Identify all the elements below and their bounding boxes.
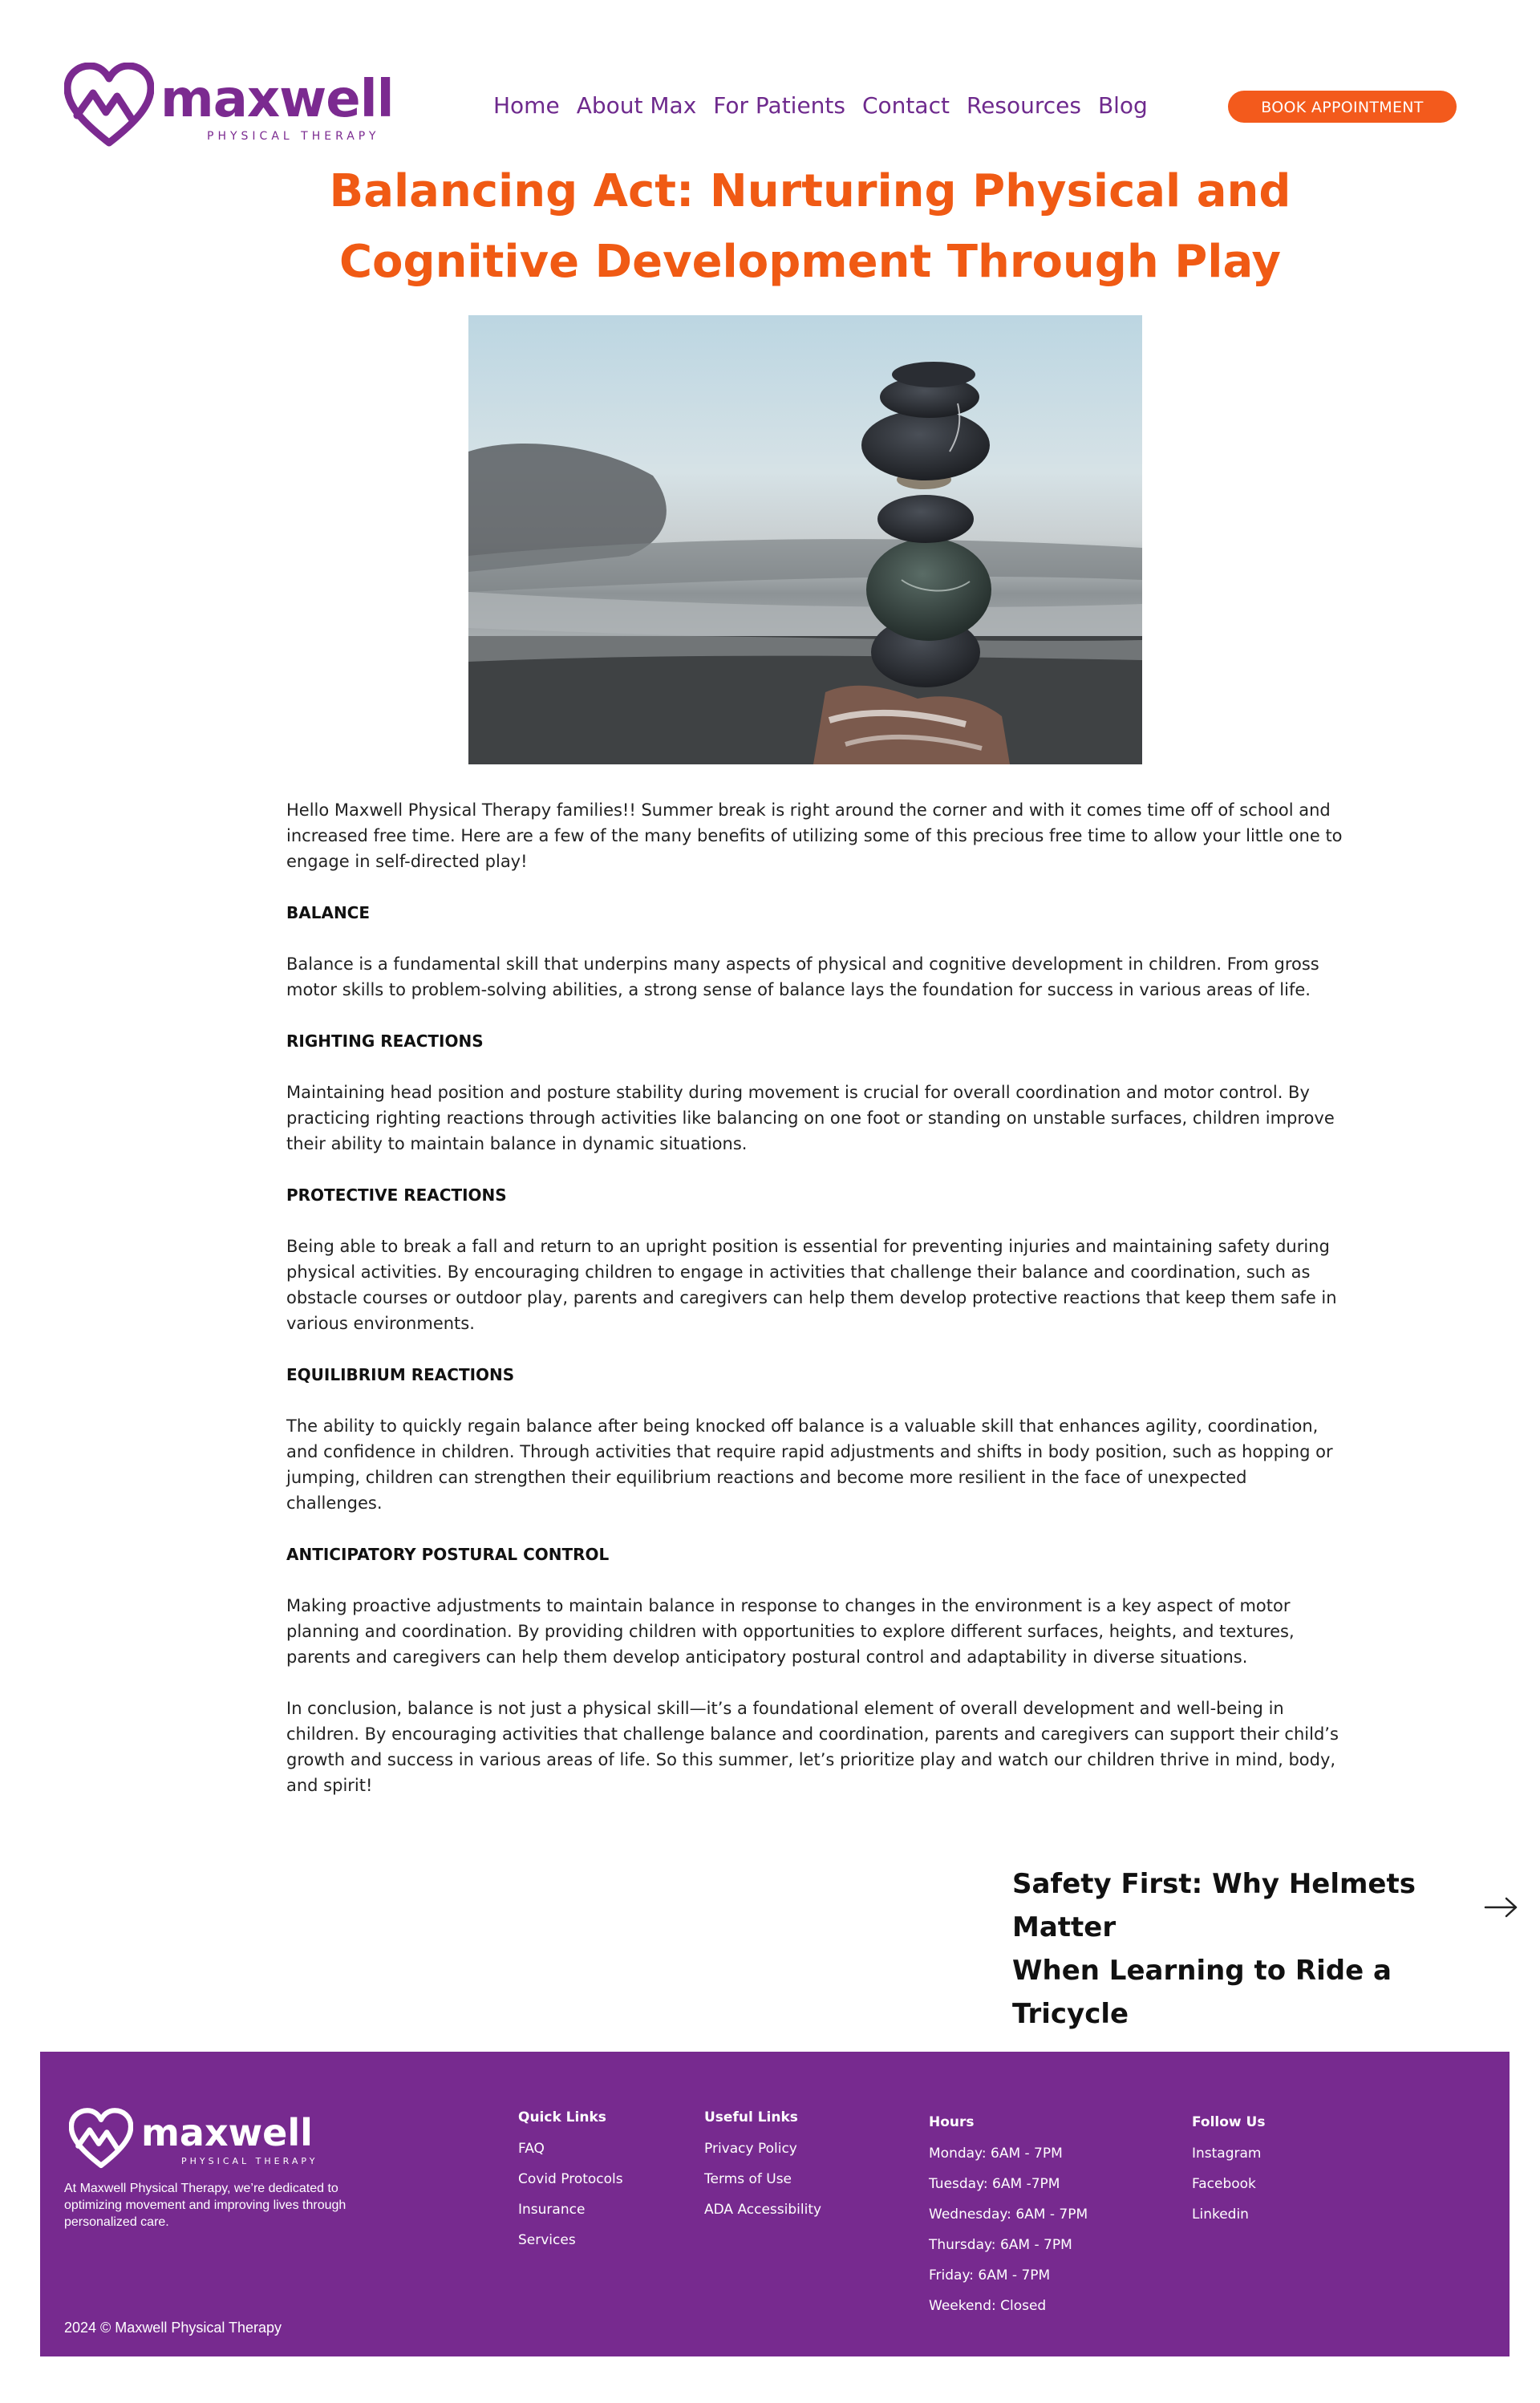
brand-tagline: PHYSICAL THERAPY <box>207 130 380 143</box>
book-appointment-button[interactable]: BOOK APPOINTMENT <box>1228 91 1457 123</box>
footer-link-covid-protocols[interactable]: Covid Protocols <box>518 2171 623 2187</box>
footer-quick-links <box>518 2108 623 2255</box>
article-intro: Hello Maxwell Physical Therapy families!! Summer break is right around the corner and with it comes time off of school and increased free time. Here are a few of the many benefits of utilizing some of this precious free time to allow your little one to engage in self-directed play! <box>286 800 1343 871</box>
footer-brand-tagline: PHYSICAL THERAPY <box>181 2156 318 2166</box>
footer-follow-title: Follow Us <box>1192 2114 1266 2130</box>
next-post-link[interactable] <box>1012 1862 1526 2030</box>
footer-useful-links-title: Useful Links <box>704 2109 798 2125</box>
hours-weekend: Weekend: Closed <box>929 2298 1047 2314</box>
nav-resources[interactable]: Resources <box>966 92 1081 119</box>
hours-tuesday: Tuesday: 6AM -7PM <box>929 2176 1060 2192</box>
footer-useful-links <box>704 2108 821 2225</box>
section-heading-anticipatory-postural-control: ANTICIPATORY POSTURAL CONTROL <box>286 1545 610 1564</box>
hours-friday: Friday: 6AM - 7PM <box>929 2267 1051 2283</box>
section-heading-equilibrium-reactions: EQUILIBRIUM REACTIONS <box>286 1365 515 1384</box>
heart-mountain-icon <box>69 2108 133 2170</box>
footer-link-privacy-policy[interactable]: Privacy Policy <box>704 2141 797 2157</box>
footer-logo[interactable] <box>69 2108 318 2172</box>
nav-about-max[interactable]: About Max <box>576 92 697 119</box>
brand-name: maxwell <box>160 70 394 129</box>
footer-link-terms-of-use[interactable]: Terms of Use <box>704 2171 792 2187</box>
footer-brand-name: maxwell <box>141 2111 313 2154</box>
nav-contact[interactable]: Contact <box>862 92 950 119</box>
nav-for-patients[interactable]: For Patients <box>713 92 845 119</box>
hours-wednesday: Wednesday: 6AM - 7PM <box>929 2206 1088 2223</box>
hero-image <box>468 315 1142 764</box>
section-body-balance: Balance is a fundamental skill that underpins many aspects of physical and cognitive development in children. From gross motor skills to problem-solving abilities, a strong sense of balance lays the foundation for success in various areas of life. <box>286 954 1319 999</box>
section-heading-righting-reactions: RIGHTING REACTIONS <box>286 1031 484 1051</box>
footer-follow-us <box>1192 2113 1265 2230</box>
nav-blog[interactable]: Blog <box>1097 92 1148 119</box>
next-post-title-line2: When Learning to Ride a Tricycle <box>1012 1955 1392 2030</box>
arrow-right-icon <box>1484 1896 1519 1919</box>
section-body-anticipatory-postural-control: Making proactive adjustments to maintain balance in response to changes in the environment is a key aspect of motor planning and coordination. By providing children with opportunities to explore different surfaces, heights, and textures, parents and caregivers can help them develop anticipatory postural control and adaptability in diverse situations. <box>286 1596 1295 1667</box>
article-title-line2: Cognitive Development Through Play <box>338 236 1282 288</box>
section-body-protective-reactions: Being able to break a fall and return to an upright position is essential for preventing injuries and maintaining safety during physical activities. By encouraging children to engage in activities that challenge their balance and coordination, such as obstacle courses or outdoor play, parents and caregivers can help them develop protective reactions that keep them safe in various environments. <box>286 1237 1337 1333</box>
section-heading-protective-reactions: PROTECTIVE REACTIONS <box>286 1185 507 1205</box>
next-post-title <box>1012 1862 1493 2036</box>
heart-mountain-icon <box>64 63 154 149</box>
section-body-equilibrium-reactions: The ability to quickly regain balance after being knocked off balance is a valuable skill that enhances agility, coordination, and confidence in children. Through activities that require rapid adjustments and shifts in body position, such as hopping or jumping, children can strengthen their equilibrium reactions and become more resilient in the face of unexpected challenges. <box>286 1416 1333 1513</box>
next-post-title-line1: Safety First: Why Helmets Matter <box>1012 1868 1416 1943</box>
nav-home[interactable]: Home <box>493 92 560 119</box>
hours-monday: Monday: 6AM - 7PM <box>929 2146 1063 2162</box>
section-heading-balance: BALANCE <box>286 903 371 922</box>
footer-link-ada-accessibility[interactable]: ADA Accessibility <box>704 2202 822 2218</box>
brand-logo[interactable] <box>64 63 394 151</box>
footer-link-insurance[interactable]: Insurance <box>518 2202 586 2218</box>
footer-link-instagram[interactable]: Instagram <box>1192 2146 1262 2162</box>
footer-description: At Maxwell Physical Therapy, we’re dedicated to optimizing movement and improving lives through personalized care. <box>64 2182 346 2229</box>
footer-copyright: 2024 © Maxwell Physical Therapy <box>64 2320 282 2336</box>
section-body-righting-reactions: Maintaining head position and posture stability during movement is crucial for overall coordination and motor control. By practicing righting reactions through activities like balancing on one foot or standing on unstable surfaces, children improve their ability to maintain balance in dynamic situations. <box>286 1083 1335 1153</box>
footer-link-facebook[interactable]: Facebook <box>1192 2176 1256 2192</box>
footer-link-faq[interactable]: FAQ <box>518 2141 545 2157</box>
article-title-line1: Balancing Act: Nurturing Physical and <box>329 165 1291 217</box>
article-title <box>241 156 1380 298</box>
article-body <box>286 797 1345 1824</box>
article-conclusion: In conclusion, balance is not just a physical skill—it’s a foundational element of overall development and well-being in children. By encouraging activities that challenge balance and coordination, parents and caregivers can support their child’s growth and success in various areas of life. So this summer, let’s prioritize play and watch our children thrive in mind, body, and spirit! <box>286 1699 1339 1795</box>
main-nav <box>493 90 1148 122</box>
site-footer <box>40 2052 1510 2356</box>
hours-thursday: Thursday: 6AM - 7PM <box>929 2237 1072 2253</box>
footer-hours <box>929 2113 1088 2321</box>
footer-quick-links-title: Quick Links <box>518 2109 606 2125</box>
footer-hours-title: Hours <box>929 2114 975 2130</box>
footer-link-linkedin[interactable]: Linkedin <box>1192 2206 1249 2223</box>
footer-link-services[interactable]: Services <box>518 2232 576 2248</box>
